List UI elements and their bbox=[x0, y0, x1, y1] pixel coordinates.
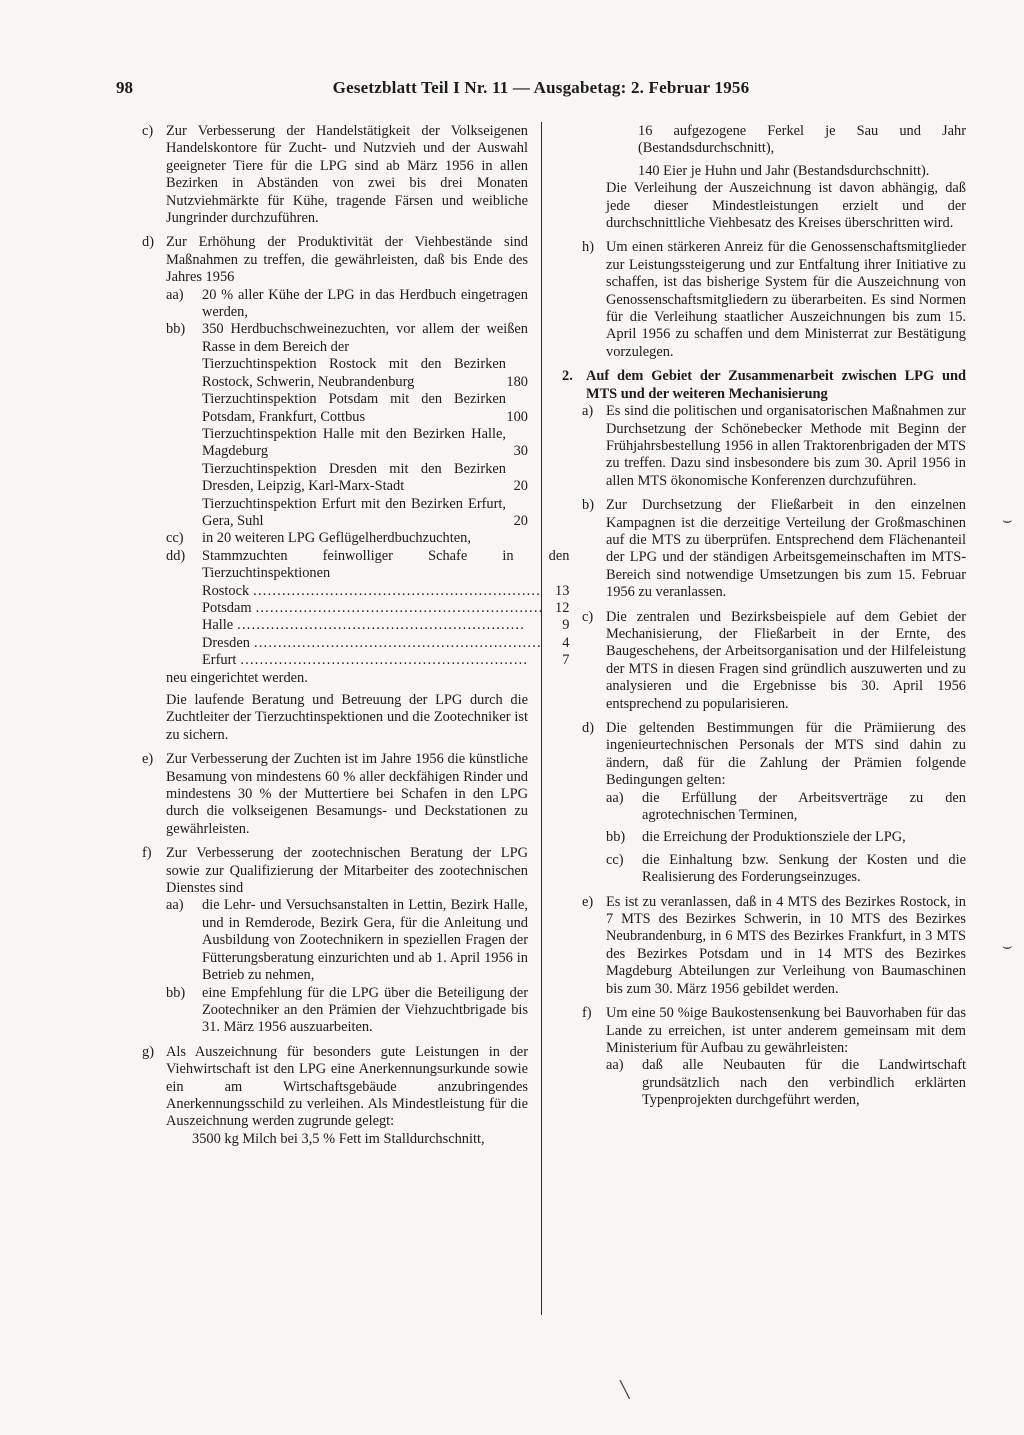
table-row: Potsdam ............................................................ 12 bbox=[202, 599, 570, 616]
section-e: e) Zur Verbesserung der Zuchten ist im Jahre 1956 die künstliche Besamung von mindestens 60 % aller deckfähigen Rinder und mindestens 30 % der Muttertiere bei Schafen in den LPG durch die volkseigenen Besamungs- und Deckstationen zu gewährleisten. bbox=[142, 751, 528, 837]
section-c: c) Zur Verbesserung der Handelstätigkeit der Volkseigenen Handelskontore für Zucht- und Nutzvieh und der Auswahl geeigneter Tiere für die LPG sind ab März 1956 in allen Bezirken in Abständen von zwei bis drei Monaten Nutzviehmärkte für Kühe, tragende Färsen und weibliche Jungrinder durchzuführen. bbox=[142, 123, 528, 227]
section-d: d) Zur Erhöhung der Produktivität der Viehbestände sind Maßnahmen zu treffen, die gewährleisten, daß bis Ende des Jahres 1956 bbox=[142, 234, 528, 286]
section-2-f-aa: aa) daß alle Neubauten für die Landwirtschaft grundsätzlich nach den verbindlich erklärten Typenprojekten durchgeführt werden, bbox=[606, 1057, 966, 1109]
section-d-paragraph: Die laufende Beratung und Betreuung der LPG durch die Zuchtleiter der Tierzuchtinspektionen und die Zootechniker ist zu sichern. bbox=[166, 692, 528, 743]
section-f: f) Zur Verbesserung der zootechnischen Beratung der LPG sowie zur Qualifizierung der Mitarbeiter des zootechnischen Dienstes sind bbox=[142, 845, 528, 897]
sheep-breeding-table bbox=[202, 583, 569, 670]
table-row: Rostock ............................................................ 13 bbox=[202, 582, 570, 599]
section-d-closing: neu eingerichtet werden. bbox=[166, 669, 308, 686]
scan-mark: ╲ bbox=[620, 1382, 630, 1399]
section-2-c: c) Die zentralen und Bezirksbeispiele auf dem Gebiet der Mechanisierung, der Fließarbeit in der Ernte, des Baugeschehens, der Arbeitsorganisation und der Hilfeleistung der MTS in diesen Fragen sind gründlich auszuwerten und zu analysieren und die Ergebnisse bis 30. April 1956 entsprechend zu popularisieren. bbox=[582, 608, 966, 712]
right-column bbox=[562, 123, 966, 1110]
table-row: Tierzuchtinspektion Erfurt mit den Bezirken Erfurt, Gera, Suhl 20 bbox=[202, 495, 528, 529]
table-row: Tierzuchtinspektion Dresden mit den Bezirken Dresden, Leipzig, Karl-Marx-Stadt 20 bbox=[202, 460, 528, 495]
page-title: Gesetzblatt Teil I Nr. 11 — Ausgabetag: 2. Februar 1956 bbox=[332, 78, 750, 97]
section-2-d-cc: cc) die Einhaltung bzw. Senkung der Kosten und die Realisierung des Forderungseinzuges. bbox=[606, 851, 966, 886]
section-f-aa: aa) die Lehr- und Versuchsanstalten in Lettin, Bezirk Halle, und in Remderode, Bezirk Gera, für die Anleitung und Ausbildung von Zootechnikern in speziellen Fragen der Fütterungsberatung einzurichten und ab 1. April 1956 in Betrieb zu nehmen, bbox=[166, 897, 528, 984]
section-2-d-bb: bb) die Erreichung der Produktionsziele der LPG, bbox=[606, 829, 906, 846]
section-g-piglets: 16 aufgezogene Ferkel je Sau und Jahr (Bestandsdurchschnitt), bbox=[638, 123, 966, 157]
column-divider bbox=[541, 122, 542, 1315]
section-2-d-aa: aa) die Erfüllung der Arbeitsverträge zu den agrotechnischen Terminen, bbox=[606, 789, 966, 824]
page-header bbox=[116, 78, 966, 102]
section-2-b: b) Zur Durchsetzung der Fließarbeit in den einzelnen Kampagnen ist die derzeitige Verteilung der Großmaschinen auf die MTS zu überprüfen. Entsprechend dem Flächenanteil der LPG und der ständigen Arbeitsgemeinschaften im MTS-Bereich sind notwendige Umsetzungen bis zum 15. Februar 1956 zu veranlassen. bbox=[582, 497, 966, 601]
section-g: g) Als Auszeichnung für besonders gute Leistungen in der Viehwirtschaft ist den LPG eine Anerkennungsurkunde sowie ein am Wirtschaftsgebäude anzubringendes Anerkennungsschild zu verleihen. Als Mindestleistung für die Auszeichnung werden zugrunde gelegt: bbox=[142, 1043, 528, 1130]
section-2-e: e) Es ist zu veranlassen, daß in 4 MTS des Bezirkes Rostock, in 7 MTS des Bezirkes Schwerin, in 10 MTS des Bezirkes Neubrandenburg, in 6 MTS des Bezirkes Frankfurt, in 3 MTS des Bezirkes Potsdam und in 14 MTS des Bezirkes Magdeburg Abteilungen zur Verleihung von Baumaschinen bis zum 30. März 1956 gebildet werden. bbox=[582, 893, 966, 997]
table-row: Dresden ............................................................ 4 bbox=[202, 634, 570, 651]
section-2-d: d) Die geltenden Bestimmungen für die Prämiierung des ingenieurtechnischen Personals der MTS sind dahin zu ändern, daß für die Zahlung der Prämien folgende Bedingungen gelten: bbox=[582, 720, 966, 789]
pig-breeding-table bbox=[202, 356, 528, 530]
section-2-a: a) Es sind die politischen und organisatorischen Maßnahmen zur Durchsetzung der Schönebecker Methode mit Beginn der Frühjahrsbestellung 1956 in allen Traktorenbrigaden der MTS zu treffen. Dazu sind insbesondere bis zum 30. April 1956 in allen MTS ökonomische Konferenzen durchzuführen. bbox=[582, 403, 966, 489]
table-row: Halle ............................................................ 9 bbox=[202, 617, 570, 634]
section-d-bb: bb) 350 Herdbuchschweinezuchten, vor allem der weißen Rasse in dem Bereich der Tierzuchtinspektion Rostock mit den Bezirken Rostock, Schwerin, Neubrandenburg 180 Tierzuchtinspektion Potsdam mit den Bezirken Potsdam, Frankfurt, Cottbus 100 Tierzuchtinspektion Halle mit den Bezirken Halle, Magdeburg 30 Tierzuchtinspektion Dresden mit den Bezirken Dresden, Leipzig, Karl-Marx-Stadt 20 Tierzuchtinspektion Erfurt mit den Bezirken Erfurt, Gera, Suhl 20 bbox=[166, 321, 528, 529]
section-d-cc: cc) in 20 weiteren LPG Geflügelherdbuchzuchten, bbox=[166, 530, 471, 547]
scan-mark: ⌣ bbox=[1002, 938, 1013, 955]
section-f-bb: bb) eine Empfehlung für die LPG über die Beteiligung der Zootechniker an den Prämien der Viehzuchtbrigade bis 31. März 1956 auszuarbeiten. bbox=[166, 984, 528, 1036]
section-d-aa: aa) 20 % aller Kühe der LPG in das Herdbuch eingetragen werden, bbox=[166, 286, 528, 321]
table-row: Erfurt ............................................................ 7 bbox=[202, 652, 570, 669]
section-d-dd: dd) Stammzuchten feinwolliger Schafe in den Tierzuchtinspektionen Rostock ............................................................ 13 Potsdam ............................................................ 12 Halle ............................................................ 9 Dresden ............................................................ 4 Erfurt ............................................................ 7 bbox=[166, 547, 570, 669]
table-row: Tierzuchtinspektion Halle mit den Bezirken Halle, Magdeburg 30 bbox=[202, 425, 528, 460]
table-row: Tierzuchtinspektion Rostock mit den Bezirken Rostock, Schwerin, Neubrandenburg 180 bbox=[202, 356, 528, 390]
section-g-paragraph: Die Verleihung der Auszeichnung ist davon abhängig, daß jede dieser Mindestleistungen erzielt und der durchschnittliche Viehbesatz des Kreises überschritten wird. bbox=[606, 180, 966, 232]
section-g-milk: 3500 kg Milch bei 3,5 % Fett im Stalldurchschnitt, bbox=[192, 1130, 485, 1147]
left-column bbox=[142, 123, 570, 1148]
section-2-f: f) Um eine 50 %ige Baukostensenkung bei Bauvorhaben für das Lande zu erreichen, ist unter anderem gemeinsam mit dem Ministerium für Aufbau zu gewährleisten: bbox=[582, 1005, 966, 1056]
section-2-heading: 2. Auf dem Gebiet der Zusammenarbeit zwischen LPG und MTS und der weiteren Mechanisierung bbox=[562, 368, 966, 402]
section-h: h) Um einen stärkeren Anreiz für die Genossenschaftsmitglieder zur Leistungssteigerung und zur Entfaltung ihrer Initiative zu schaffen, ist das bisherige System für die Auszeichnung von Genossenschaftsmitgliedern zu überarbeiten. Es sind Normen für die Verleihung staatlicher Auszeichnungen bis zum 15. April 1956 zu schaffen und dem Ministerrat zur Bestätigung vorzulegen. bbox=[582, 239, 966, 360]
table-row: Tierzuchtinspektion Potsdam mit den Bezirken Potsdam, Frankfurt, Cottbus 100 bbox=[202, 391, 528, 425]
scan-mark: ⌣ bbox=[1002, 512, 1013, 529]
section-g-eggs: 140 Eier je Huhn und Jahr (Bestandsdurchschnitt). bbox=[638, 162, 930, 179]
page-number: 98 bbox=[116, 78, 133, 97]
